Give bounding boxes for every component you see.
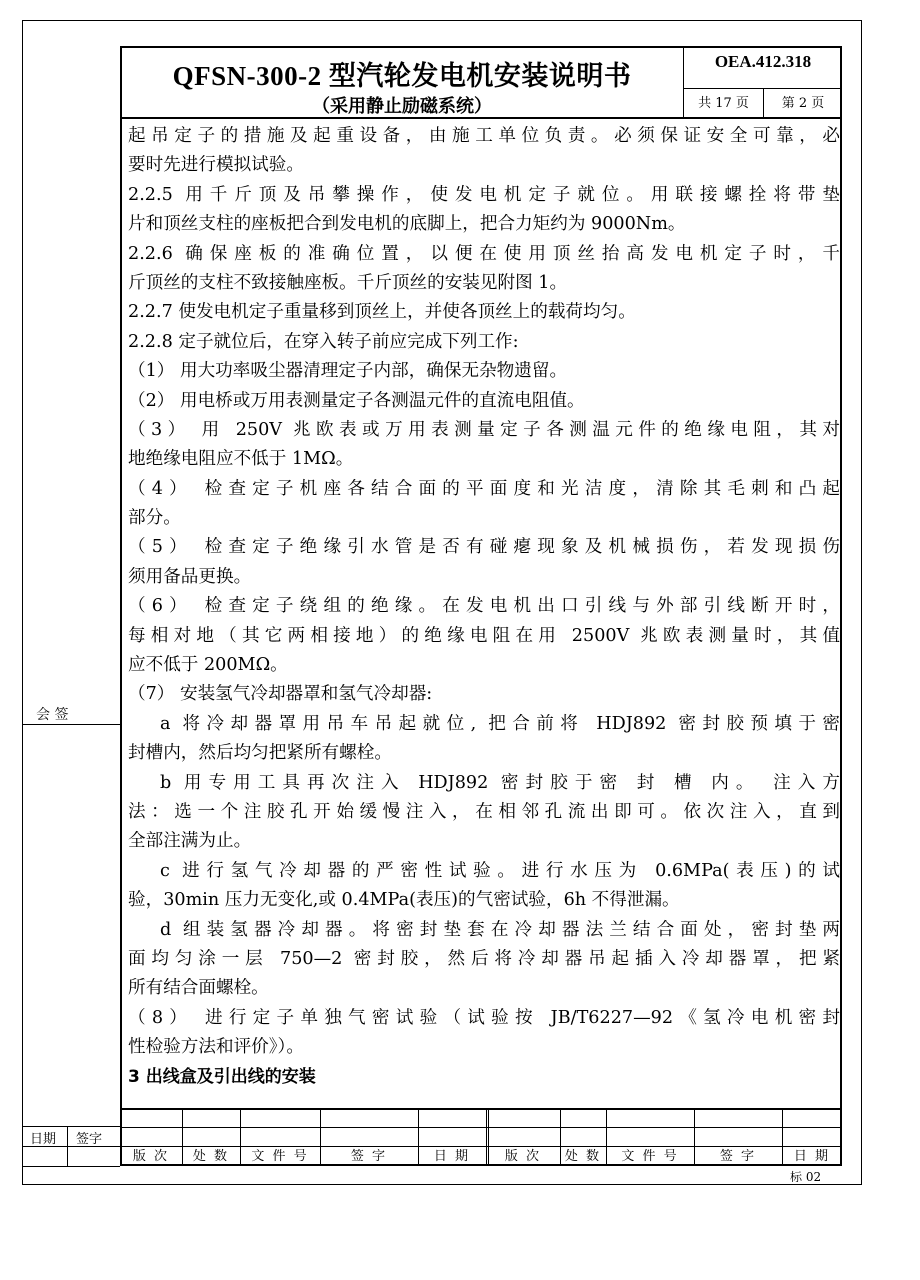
body-line: 性检验方法和评价》）。 <box>128 1037 304 1058</box>
body-line: 所有结合面螺栓。 <box>128 978 269 999</box>
footer-column-header: 签 字 <box>719 1149 757 1164</box>
document-subtitle: （采用静止励磁系统） <box>312 96 492 117</box>
body-line: （4） 检查定子机座各结合面的平面度和光洁度，清除其毛刺和凸起 <box>128 478 840 499</box>
date-label: 日期 <box>30 1132 57 1147</box>
document-body <box>128 122 840 1092</box>
footer-top-rule <box>120 1108 842 1110</box>
sign-label: 签字 <box>76 1132 103 1147</box>
body-line: a 将冷却器罩用吊车吊起就位, 把合前将 HDJ892 密封胶预填于密 <box>160 713 840 734</box>
countersign-label: 会 签 <box>36 707 69 723</box>
body-line: 2.2.8 定子就位后，在穿入转子前应完成下列工作: <box>128 331 519 352</box>
body-line: b 用专用工具再次注入 HDJ892 密封胶于密 封 槽 内。 注入方 <box>160 772 840 793</box>
body-line: 每相对地（其它两相接地）的绝缘电阻在用 2500V 兆欧表测量时，其值 <box>128 625 840 646</box>
footer-column-header: 版 次 <box>504 1149 542 1164</box>
body-line: 2.2.7 使发电机定子重量移到顶丝上，并使各顶丝上的载荷均匀。 <box>128 302 636 323</box>
countersign-rule <box>22 724 120 725</box>
footer-column-header: 日 期 <box>793 1149 831 1164</box>
footer-row-rule-2 <box>120 1146 842 1147</box>
page-number: 第 2 页 <box>781 96 825 111</box>
total-pages: 共 17 页 <box>698 96 749 111</box>
body-line: 面均匀涂一层 750—2 密封胶，然后将冷却器吊起插入冷却器罩，把紧 <box>128 948 840 969</box>
body-line: 斤顶丝的支柱不致接触座板。千斤顶丝的安装见附图 1。 <box>128 272 568 293</box>
body-line: 应不低于 200MΩ。 <box>128 655 288 676</box>
form-stamp: 标 02 <box>790 1170 822 1184</box>
body-line: 法：选一个注胶孔开始缓慢注入，在相邻孔流出即可。依次注入，直到 <box>128 801 840 822</box>
body-line: d 组装氢器冷却器。将密封垫套在冷却器法兰结合面处，密封垫两 <box>160 919 840 940</box>
body-line: （5） 检查定子绝缘引水管是否有碰瘪现象及机械损伤，若发现损伤 <box>128 537 840 558</box>
body-line: 地绝缘电阻应不低于 1MΩ。 <box>128 449 354 470</box>
body-line: （1） 用大功率吸尘器清理定子内部，确保无杂物遗留。 <box>128 361 568 382</box>
footer-column-header: 签 字 <box>350 1149 388 1164</box>
body-line: 须用备品更换。 <box>128 566 252 587</box>
footer-column-header: 处 数 <box>192 1149 230 1164</box>
body-line: c 进行氢气冷却器的严密性试验。进行水压为 0.6MPa(表压)的试 <box>160 860 840 881</box>
section-heading: 3 出线盒及引出线的安装 <box>128 1066 316 1087</box>
body-line: 起吊定子的措施及起重设备，由施工单位负责。必须保证安全可靠，必 <box>128 126 840 146</box>
body-line: （3） 用 250V 兆欧表或万用表测量定子各测温元件的绝缘电阻，其对 <box>128 419 840 440</box>
footer-column-header: 版 次 <box>132 1149 170 1164</box>
footer-row-rule-1 <box>120 1127 842 1128</box>
sidebar-rule-bottom <box>22 1166 120 1167</box>
body-line: 封槽内，然后均匀把紧所有螺栓。 <box>128 743 392 764</box>
body-line: 片和顶丝支柱的座板把合到发电机的底脚上，把合力矩约为 9000Nm。 <box>128 214 686 235</box>
body-line: 2.2.5 用千斤顶及吊攀操作，使发电机定子就位。用联接螺拴将带垫 <box>128 184 840 205</box>
document-title: QFSN-300-2 型汽轮发电机安装说明书 <box>172 61 632 91</box>
sidebar-rule-top <box>22 1126 120 1127</box>
body-line: （7） 安装氢气冷却器罩和氢气冷却器: <box>128 684 433 705</box>
footer-column-header: 文 件 号 <box>621 1149 679 1164</box>
body-line: 部分。 <box>128 508 181 529</box>
body-line: 验，30min 压力无变化,或 0.4MPa(表压)的气密试验，6h 不得泄漏。 <box>128 890 680 911</box>
body-line: 2.2.6 确保座板的准确位置，以便在使用顶丝抬高发电机定子时，千 <box>128 243 840 264</box>
body-line: （2） 用电桥或万用表测量定子各测温元件的直流电阻值。 <box>128 390 585 411</box>
body-line: （8） 进行定子单独气密试验（试验按 JB/T6227—92《氢冷电机密封 <box>128 1007 840 1028</box>
footer-column-header: 日 期 <box>433 1149 471 1164</box>
body-line: 全部注满为止。 <box>128 831 252 852</box>
sidebar-divider <box>67 1126 68 1166</box>
footer-column-header: 文 件 号 <box>251 1149 309 1164</box>
footer-column-header: 处 数 <box>564 1149 602 1164</box>
body-line: 要时先进行模拟试验。 <box>128 155 304 176</box>
document-code: OEA.412.318 <box>714 52 812 71</box>
body-line: （6） 检查定子绕组的绝缘。在发电机出口引线与外部引线断开时， <box>128 596 840 617</box>
